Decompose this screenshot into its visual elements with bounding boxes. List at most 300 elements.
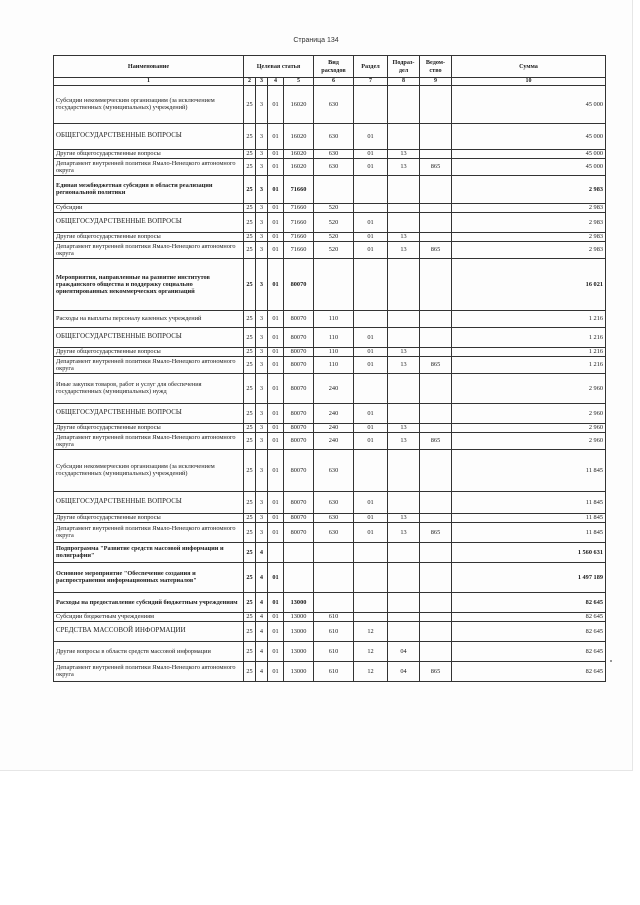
cell-program: 25 xyxy=(244,491,256,513)
header-sum: Сумма xyxy=(452,56,606,78)
cell-activity: 01 xyxy=(268,158,284,175)
cell-name: Другие вопросы в области средств массовой информации xyxy=(54,641,244,661)
cell-department xyxy=(420,542,452,562)
cell-direction: 13000 xyxy=(284,592,314,612)
cell-subprogram: 3 xyxy=(256,522,268,542)
cell-subprogram: 3 xyxy=(256,403,268,423)
cell-activity: 01 xyxy=(268,212,284,232)
cell-subprogram: 3 xyxy=(256,310,268,327)
cell-department xyxy=(420,232,452,241)
cell-subprogram: 3 xyxy=(256,85,268,123)
header-subsection: Подраз-дел xyxy=(388,56,420,78)
cell-activity: 01 xyxy=(268,403,284,423)
cell-activity: 01 xyxy=(268,356,284,373)
cell-direction: 80070 xyxy=(284,356,314,373)
table-row xyxy=(54,356,606,373)
cell-expense-type: 630 xyxy=(314,513,354,522)
cell-name: Другие общегосударственные вопросы xyxy=(54,513,244,522)
cell-department: 865 xyxy=(420,432,452,449)
cell-section xyxy=(354,562,388,592)
cell-expense-type: 630 xyxy=(314,158,354,175)
cell-sum: 11 845 xyxy=(452,513,606,522)
cell-direction: 16020 xyxy=(284,149,314,158)
cell-sum: 1 216 xyxy=(452,356,606,373)
cell-expense-type: 610 xyxy=(314,612,354,621)
cell-name: Департамент внутренней политики Ямало-Ненецкого автономного округа xyxy=(54,432,244,449)
cell-activity: 01 xyxy=(268,522,284,542)
cell-name: Подпрограмма "Развитие средств массовой информации и полиграфии" xyxy=(54,542,244,562)
table-row xyxy=(54,513,606,522)
table-body xyxy=(54,85,606,681)
table-row xyxy=(54,661,606,681)
cell-subprogram: 3 xyxy=(256,241,268,258)
cell-program: 25 xyxy=(244,592,256,612)
cell-activity: 01 xyxy=(268,241,284,258)
cell-program: 25 xyxy=(244,241,256,258)
cell-subprogram: 3 xyxy=(256,123,268,149)
cell-section xyxy=(354,175,388,203)
cell-subsection xyxy=(388,175,420,203)
cell-direction: 80070 xyxy=(284,491,314,513)
cell-department xyxy=(420,403,452,423)
cell-name: ОБЩЕГОСУДАРСТВЕННЫЕ ВОПРОСЫ xyxy=(54,491,244,513)
cell-name: Мероприятия, направленные на развитие институтов гражданского общества и поддержку социально ориентированных некоммерческих организаций xyxy=(54,258,244,310)
cell-subprogram: 4 xyxy=(256,621,268,641)
cell-expense-type: 240 xyxy=(314,423,354,432)
cell-subsection: 13 xyxy=(388,513,420,522)
cell-subsection: 13 xyxy=(388,522,420,542)
cell-activity: 01 xyxy=(268,258,284,310)
cell-section: 01 xyxy=(354,327,388,347)
cell-direction xyxy=(284,542,314,562)
cell-expense-type: 610 xyxy=(314,621,354,641)
table-row xyxy=(54,241,606,258)
cell-program: 25 xyxy=(244,212,256,232)
cell-sum: 82 645 xyxy=(452,612,606,621)
cell-activity: 01 xyxy=(268,661,284,681)
page-number: Страница 134 xyxy=(293,37,339,44)
cell-name: Расходы на выплаты персоналу казенных учреждений xyxy=(54,310,244,327)
cell-subsection: 13 xyxy=(388,158,420,175)
cell-direction: 13000 xyxy=(284,661,314,681)
cell-subprogram: 4 xyxy=(256,641,268,661)
cell-program: 25 xyxy=(244,432,256,449)
cell-section xyxy=(354,85,388,123)
cell-department xyxy=(420,212,452,232)
col-number: 1 xyxy=(54,78,244,86)
cell-activity: 01 xyxy=(268,175,284,203)
cell-expense-type: 520 xyxy=(314,241,354,258)
cell-activity: 01 xyxy=(268,149,284,158)
cell-expense-type: 630 xyxy=(314,522,354,542)
table-row xyxy=(54,542,606,562)
cell-section: 01 xyxy=(354,403,388,423)
cell-subsection xyxy=(388,123,420,149)
scan-speck xyxy=(610,660,612,662)
cell-activity: 01 xyxy=(268,612,284,621)
cell-name: Другие общегосударственные вопросы xyxy=(54,347,244,356)
cell-department xyxy=(420,327,452,347)
cell-program: 25 xyxy=(244,562,256,592)
cell-sum: 1 497 189 xyxy=(452,562,606,592)
table-row xyxy=(54,373,606,403)
cell-subsection xyxy=(388,612,420,621)
cell-section: 01 xyxy=(354,158,388,175)
cell-activity: 01 xyxy=(268,491,284,513)
cell-name: Иные закупки товаров, работ и услуг для обеспечения государственных (муниципальных) нужд xyxy=(54,373,244,403)
table-row xyxy=(54,592,606,612)
cell-subsection xyxy=(388,562,420,592)
cell-program: 25 xyxy=(244,158,256,175)
cell-expense-type: 630 xyxy=(314,491,354,513)
cell-name: ОБЩЕГОСУДАРСТВЕННЫЕ ВОПРОСЫ xyxy=(54,403,244,423)
cell-subsection xyxy=(388,542,420,562)
cell-subprogram: 3 xyxy=(256,158,268,175)
cell-department xyxy=(420,85,452,123)
table-row xyxy=(54,158,606,175)
cell-subsection xyxy=(388,621,420,641)
cell-direction: 80070 xyxy=(284,258,314,310)
cell-name: Другие общегосударственные вопросы xyxy=(54,423,244,432)
cell-expense-type: 240 xyxy=(314,432,354,449)
cell-subprogram: 3 xyxy=(256,373,268,403)
column-number-row xyxy=(54,78,606,86)
cell-activity: 01 xyxy=(268,513,284,522)
cell-sum: 82 645 xyxy=(452,661,606,681)
cell-program: 25 xyxy=(244,327,256,347)
table-row xyxy=(54,449,606,491)
cell-subsection xyxy=(388,310,420,327)
table-row xyxy=(54,641,606,661)
cell-section xyxy=(354,310,388,327)
cell-expense-type: 110 xyxy=(314,310,354,327)
cell-department xyxy=(420,123,452,149)
cell-sum: 2 983 xyxy=(452,203,606,212)
cell-activity xyxy=(268,542,284,562)
cell-subsection xyxy=(388,403,420,423)
cell-subprogram: 3 xyxy=(256,356,268,373)
cell-direction: 80070 xyxy=(284,423,314,432)
cell-sum: 2 960 xyxy=(452,423,606,432)
cell-sum: 1 216 xyxy=(452,327,606,347)
cell-sum: 11 845 xyxy=(452,522,606,542)
cell-department xyxy=(420,449,452,491)
cell-direction: 16020 xyxy=(284,123,314,149)
cell-subsection xyxy=(388,491,420,513)
cell-expense-type: 520 xyxy=(314,212,354,232)
cell-program: 25 xyxy=(244,85,256,123)
cell-subsection: 13 xyxy=(388,356,420,373)
cell-department xyxy=(420,641,452,661)
cell-expense-type: 520 xyxy=(314,232,354,241)
cell-expense-type: 630 xyxy=(314,85,354,123)
cell-subprogram: 3 xyxy=(256,149,268,158)
cell-program: 25 xyxy=(244,449,256,491)
cell-subprogram: 4 xyxy=(256,592,268,612)
cell-program: 25 xyxy=(244,522,256,542)
cell-direction: 13000 xyxy=(284,621,314,641)
cell-direction: 71660 xyxy=(284,175,314,203)
cell-name: Субсидии некоммерческим организациям (за исключением государственных (муниципальных) учреждений) xyxy=(54,85,244,123)
cell-name: Департамент внутренней политики Ямало-Ненецкого автономного округа xyxy=(54,522,244,542)
cell-subprogram: 4 xyxy=(256,562,268,592)
cell-activity: 01 xyxy=(268,347,284,356)
cell-name: ОБЩЕГОСУДАРСТВЕННЫЕ ВОПРОСЫ xyxy=(54,212,244,232)
cell-subprogram: 3 xyxy=(256,212,268,232)
cell-sum: 11 845 xyxy=(452,491,606,513)
cell-section: 01 xyxy=(354,241,388,258)
cell-program: 25 xyxy=(244,641,256,661)
cell-program: 25 xyxy=(244,423,256,432)
cell-department xyxy=(420,513,452,522)
cell-program: 25 xyxy=(244,513,256,522)
cell-subsection: 04 xyxy=(388,661,420,681)
cell-subsection: 13 xyxy=(388,432,420,449)
cell-program: 25 xyxy=(244,203,256,212)
cell-program: 25 xyxy=(244,661,256,681)
cell-department xyxy=(420,612,452,621)
cell-department: 865 xyxy=(420,241,452,258)
table-row xyxy=(54,85,606,123)
cell-subsection: 13 xyxy=(388,232,420,241)
table-row xyxy=(54,621,606,641)
cell-section: 01 xyxy=(354,491,388,513)
cell-department xyxy=(420,562,452,592)
col-number: 3 xyxy=(256,78,268,86)
cell-section: 01 xyxy=(354,149,388,158)
cell-subprogram: 3 xyxy=(256,327,268,347)
cell-activity: 01 xyxy=(268,373,284,403)
cell-department xyxy=(420,491,452,513)
cell-name: Субсидии xyxy=(54,203,244,212)
col-number: 4 xyxy=(268,78,284,86)
cell-program: 25 xyxy=(244,542,256,562)
cell-section xyxy=(354,612,388,621)
cell-section xyxy=(354,373,388,403)
cell-department: 865 xyxy=(420,522,452,542)
cell-activity: 01 xyxy=(268,310,284,327)
cell-section xyxy=(354,258,388,310)
cell-sum: 2 983 xyxy=(452,212,606,232)
cell-activity: 01 xyxy=(268,232,284,241)
cell-department: 865 xyxy=(420,661,452,681)
cell-activity: 01 xyxy=(268,123,284,149)
cell-direction: 80070 xyxy=(284,327,314,347)
cell-section: 01 xyxy=(354,423,388,432)
header-row xyxy=(54,56,606,78)
cell-subprogram: 3 xyxy=(256,432,268,449)
header-name: Наименование xyxy=(54,56,244,78)
cell-department xyxy=(420,175,452,203)
cell-section xyxy=(354,542,388,562)
cell-name: Единая межбюджетная субсидия в области реализации региональной политики xyxy=(54,175,244,203)
cell-subsection xyxy=(388,203,420,212)
table-row xyxy=(54,203,606,212)
cell-direction: 80070 xyxy=(284,347,314,356)
cell-direction: 71660 xyxy=(284,232,314,241)
cell-subprogram: 3 xyxy=(256,491,268,513)
cell-program: 25 xyxy=(244,258,256,310)
cell-department xyxy=(420,149,452,158)
cell-expense-type: 520 xyxy=(314,203,354,212)
table-row xyxy=(54,123,606,149)
table-row xyxy=(54,562,606,592)
cell-name: Субсидии некоммерческим организациям (за исключением государственных (муниципальных) учреждений) xyxy=(54,449,244,491)
cell-subsection: 13 xyxy=(388,149,420,158)
cell-name: Другие общегосударственные вопросы xyxy=(54,232,244,241)
cell-program: 25 xyxy=(244,612,256,621)
table-row xyxy=(54,491,606,513)
cell-sum: 82 645 xyxy=(452,641,606,661)
cell-activity: 01 xyxy=(268,562,284,592)
cell-direction xyxy=(284,562,314,592)
table-row xyxy=(54,612,606,621)
cell-department xyxy=(420,373,452,403)
cell-sum: 2 983 xyxy=(452,232,606,241)
cell-name: Департамент внутренней политики Ямало-Ненецкого автономного округа xyxy=(54,356,244,373)
cell-subsection: 04 xyxy=(388,641,420,661)
cell-subsection: 13 xyxy=(388,423,420,432)
cell-expense-type: 630 xyxy=(314,123,354,149)
col-number: 10 xyxy=(452,78,606,86)
cell-sum: 2 960 xyxy=(452,373,606,403)
cell-direction: 71660 xyxy=(284,241,314,258)
cell-sum: 11 845 xyxy=(452,449,606,491)
cell-expense-type: 110 xyxy=(314,347,354,356)
cell-subsection xyxy=(388,212,420,232)
cell-expense-type xyxy=(314,542,354,562)
cell-direction: 80070 xyxy=(284,310,314,327)
cell-name: Основное мероприятие "Обеспечение создания и распространения информационных материалов" xyxy=(54,562,244,592)
cell-section: 01 xyxy=(354,432,388,449)
cell-subsection: 13 xyxy=(388,347,420,356)
cell-program: 25 xyxy=(244,347,256,356)
cell-section: 12 xyxy=(354,641,388,661)
cell-sum: 2 960 xyxy=(452,403,606,423)
cell-department xyxy=(420,258,452,310)
cell-subprogram: 3 xyxy=(256,232,268,241)
cell-sum: 1 216 xyxy=(452,310,606,327)
cell-expense-type: 610 xyxy=(314,641,354,661)
table-row xyxy=(54,432,606,449)
cell-expense-type xyxy=(314,258,354,310)
cell-subprogram: 3 xyxy=(256,258,268,310)
cell-section: 01 xyxy=(354,347,388,356)
table-row xyxy=(54,149,606,158)
budget-table xyxy=(53,55,606,682)
cell-expense-type xyxy=(314,592,354,612)
cell-sum: 2 983 xyxy=(452,175,606,203)
table-row xyxy=(54,175,606,203)
cell-subprogram: 4 xyxy=(256,612,268,621)
cell-section: 01 xyxy=(354,356,388,373)
col-number: 5 xyxy=(284,78,314,86)
cell-sum: 82 645 xyxy=(452,592,606,612)
cell-program: 25 xyxy=(244,123,256,149)
cell-subprogram: 3 xyxy=(256,513,268,522)
cell-direction: 80070 xyxy=(284,403,314,423)
cell-direction: 80070 xyxy=(284,513,314,522)
cell-section: 12 xyxy=(354,621,388,641)
cell-name: ОБЩЕГОСУДАРСТВЕННЫЕ ВОПРОСЫ xyxy=(54,327,244,347)
cell-program: 25 xyxy=(244,403,256,423)
cell-program: 25 xyxy=(244,356,256,373)
cell-name: Расходы на предоставление субсидий бюджетным учреждениям xyxy=(54,592,244,612)
cell-section xyxy=(354,203,388,212)
cell-direction: 80070 xyxy=(284,449,314,491)
header-target: Целевая статья xyxy=(244,56,314,78)
cell-expense-type xyxy=(314,562,354,592)
cell-activity: 01 xyxy=(268,423,284,432)
cell-expense-type: 240 xyxy=(314,373,354,403)
cell-sum: 2 960 xyxy=(452,432,606,449)
header-section: Раздел xyxy=(354,56,388,78)
col-number: 8 xyxy=(388,78,420,86)
cell-department xyxy=(420,310,452,327)
table-row xyxy=(54,310,606,327)
cell-program: 25 xyxy=(244,373,256,403)
col-number: 7 xyxy=(354,78,388,86)
cell-sum: 16 021 xyxy=(452,258,606,310)
cell-activity: 01 xyxy=(268,621,284,641)
cell-expense-type: 630 xyxy=(314,449,354,491)
cell-expense-type: 240 xyxy=(314,403,354,423)
cell-subsection: 13 xyxy=(388,241,420,258)
cell-section xyxy=(354,449,388,491)
cell-department xyxy=(420,592,452,612)
cell-section: 01 xyxy=(354,513,388,522)
cell-subsection xyxy=(388,85,420,123)
cell-subsection xyxy=(388,449,420,491)
cell-name: СРЕДСТВА МАССОВОЙ ИНФОРМАЦИИ xyxy=(54,621,244,641)
cell-direction: 80070 xyxy=(284,522,314,542)
cell-section: 01 xyxy=(354,522,388,542)
table-row xyxy=(54,423,606,432)
cell-expense-type: 610 xyxy=(314,661,354,681)
cell-program: 25 xyxy=(244,310,256,327)
cell-direction: 80070 xyxy=(284,373,314,403)
cell-department xyxy=(420,203,452,212)
cell-section: 01 xyxy=(354,212,388,232)
table-row xyxy=(54,232,606,241)
cell-direction: 80070 xyxy=(284,432,314,449)
cell-name: Субсидии бюджетным учреждениям xyxy=(54,612,244,621)
cell-program: 25 xyxy=(244,175,256,203)
cell-department xyxy=(420,423,452,432)
cell-sum: 45 000 xyxy=(452,149,606,158)
cell-sum: 45 000 xyxy=(452,85,606,123)
cell-section: 01 xyxy=(354,123,388,149)
cell-name: Департамент внутренней политики Ямало-Ненецкого автономного округа xyxy=(54,661,244,681)
cell-sum: 82 645 xyxy=(452,621,606,641)
cell-sum: 45 000 xyxy=(452,158,606,175)
cell-subsection xyxy=(388,327,420,347)
cell-direction: 13000 xyxy=(284,641,314,661)
cell-expense-type: 110 xyxy=(314,356,354,373)
cell-department xyxy=(420,621,452,641)
table-row xyxy=(54,403,606,423)
cell-program: 25 xyxy=(244,149,256,158)
cell-activity: 01 xyxy=(268,592,284,612)
table-row xyxy=(54,212,606,232)
cell-subprogram: 3 xyxy=(256,175,268,203)
cell-name: ОБЩЕГОСУДАРСТВЕННЫЕ ВОПРОСЫ xyxy=(54,123,244,149)
cell-sum: 2 983 xyxy=(452,241,606,258)
cell-subprogram: 3 xyxy=(256,347,268,356)
cell-activity: 01 xyxy=(268,432,284,449)
header-department: Ведом-ство xyxy=(420,56,452,78)
cell-direction: 71660 xyxy=(284,203,314,212)
